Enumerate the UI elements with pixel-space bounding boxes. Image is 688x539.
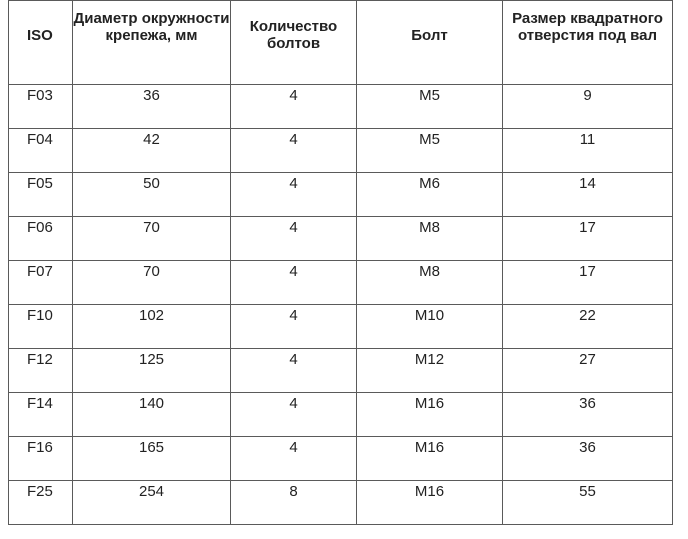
table-row [9, 481, 673, 525]
cell-diameter: 165 [73, 437, 231, 481]
table-row [9, 173, 673, 217]
cell-bolt-count: 4 [231, 393, 357, 437]
cell-bolt: M10 [357, 305, 503, 349]
cell-iso: F06 [9, 217, 73, 261]
cell-diameter: 254 [73, 481, 231, 525]
cell-diameter: 125 [73, 349, 231, 393]
cell-square-hole: 14 [503, 173, 673, 217]
cell-diameter: 36 [73, 85, 231, 129]
table-body [9, 85, 673, 525]
cell-bolt-count: 4 [231, 129, 357, 173]
table-row [9, 305, 673, 349]
cell-iso: F14 [9, 393, 73, 437]
cell-square-hole: 36 [503, 393, 673, 437]
cell-diameter: 42 [73, 129, 231, 173]
cell-diameter: 50 [73, 173, 231, 217]
table-row [9, 349, 673, 393]
cell-iso: F03 [9, 85, 73, 129]
cell-bolt: M8 [357, 261, 503, 305]
header-iso: ISO [9, 1, 73, 85]
cell-square-hole: 36 [503, 437, 673, 481]
cell-bolt: M6 [357, 173, 503, 217]
table-row [9, 393, 673, 437]
header-bolt-count: Количество болтов [231, 1, 357, 85]
table-row [9, 217, 673, 261]
cell-bolt-count: 4 [231, 437, 357, 481]
cell-bolt: M5 [357, 129, 503, 173]
table-row [9, 85, 673, 129]
cell-square-hole: 11 [503, 129, 673, 173]
table-row [9, 261, 673, 305]
cell-bolt: M16 [357, 481, 503, 525]
cell-iso: F05 [9, 173, 73, 217]
cell-diameter: 70 [73, 217, 231, 261]
cell-iso: F12 [9, 349, 73, 393]
cell-diameter: 102 [73, 305, 231, 349]
cell-square-hole: 22 [503, 305, 673, 349]
header-diameter: Диаметр окружности крепежа, мм [73, 1, 231, 85]
header-square-hole: Размер квадратного отверстия под вал [503, 1, 673, 85]
cell-bolt-count: 4 [231, 305, 357, 349]
table-row [9, 437, 673, 481]
cell-diameter: 70 [73, 261, 231, 305]
table-header [9, 1, 673, 85]
cell-bolt-count: 8 [231, 481, 357, 525]
cell-square-hole: 9 [503, 85, 673, 129]
cell-bolt-count: 4 [231, 261, 357, 305]
cell-diameter: 140 [73, 393, 231, 437]
cell-iso: F04 [9, 129, 73, 173]
table-row [9, 129, 673, 173]
cell-bolt: M12 [357, 349, 503, 393]
cell-bolt: M16 [357, 437, 503, 481]
cell-iso: F10 [9, 305, 73, 349]
cell-bolt-count: 4 [231, 173, 357, 217]
cell-iso: F07 [9, 261, 73, 305]
cell-square-hole: 17 [503, 261, 673, 305]
cell-bolt: M16 [357, 393, 503, 437]
cell-square-hole: 55 [503, 481, 673, 525]
cell-iso: F16 [9, 437, 73, 481]
cell-bolt-count: 4 [231, 349, 357, 393]
cell-bolt-count: 4 [231, 85, 357, 129]
cell-square-hole: 17 [503, 217, 673, 261]
cell-iso: F25 [9, 481, 73, 525]
cell-bolt: M8 [357, 217, 503, 261]
cell-square-hole: 27 [503, 349, 673, 393]
cell-bolt: M5 [357, 85, 503, 129]
header-bolt: Болт [357, 1, 503, 85]
flange-spec-table [8, 0, 673, 525]
header-row [9, 1, 673, 85]
cell-bolt-count: 4 [231, 217, 357, 261]
